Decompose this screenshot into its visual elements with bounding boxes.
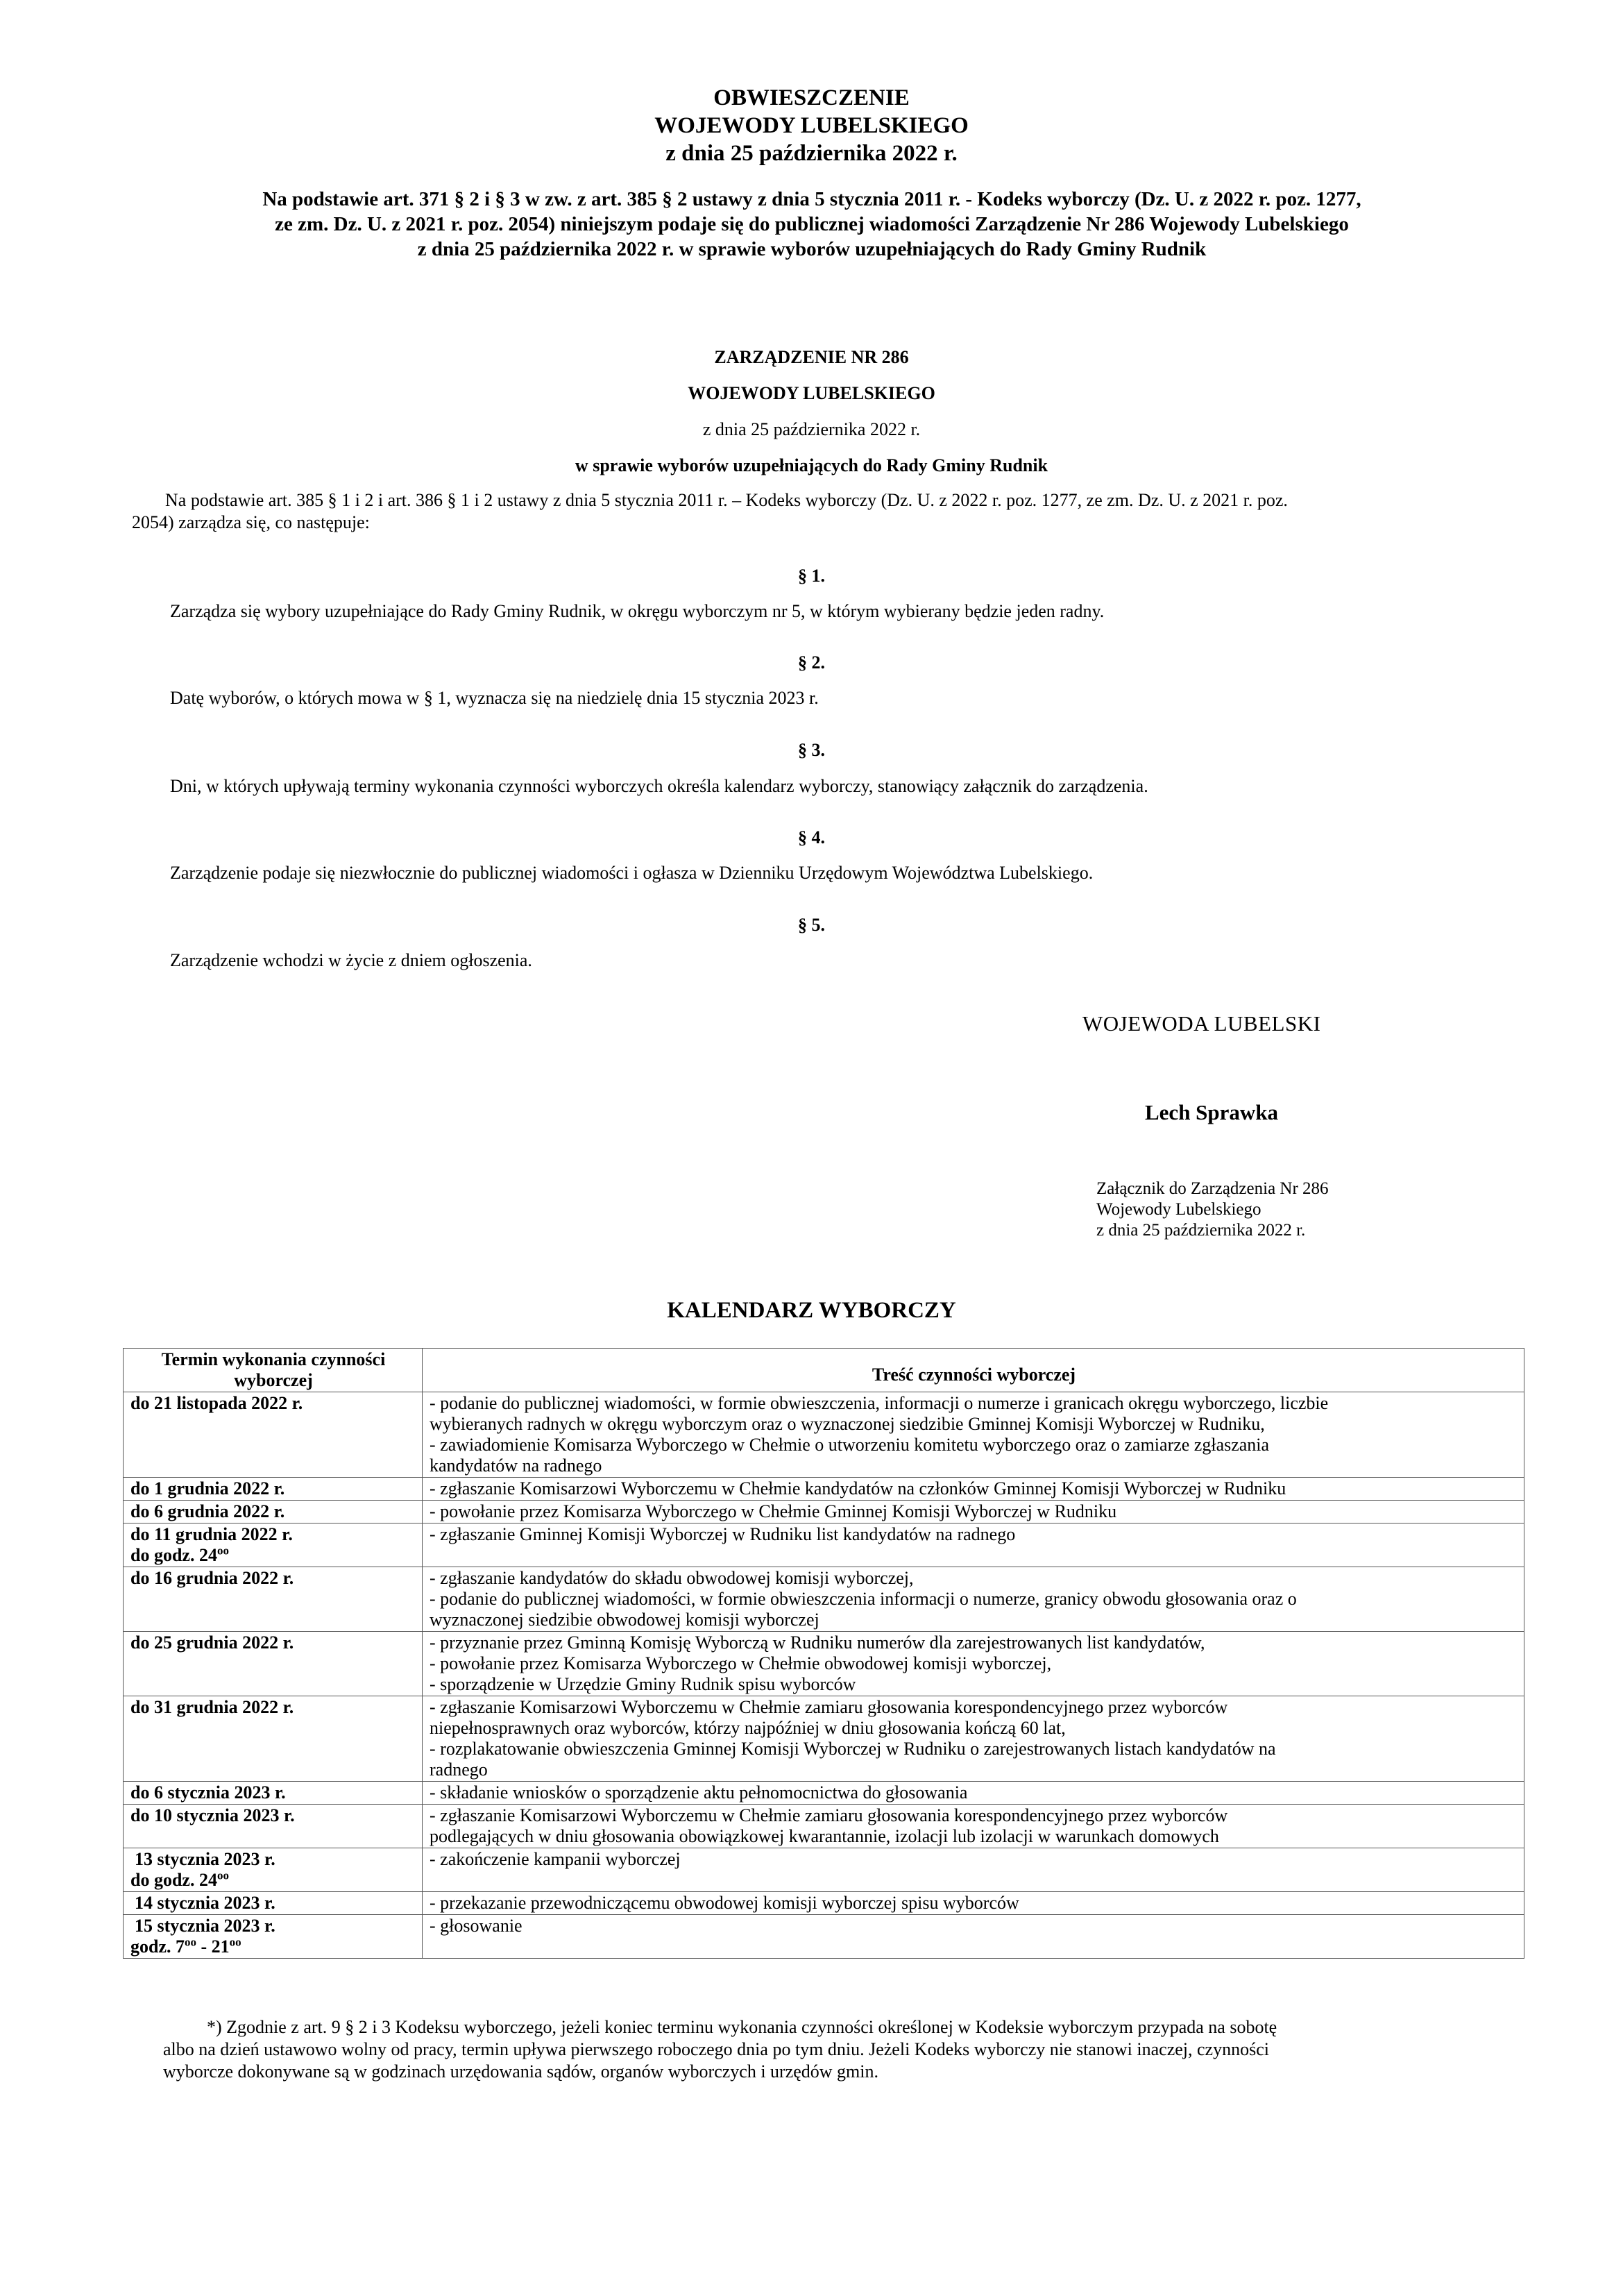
task-line: - zawiadomienie Komisarza Wyborczego w Chełmie o utworzeniu komitetu wyborczego oraz o zamiarze zgłaszania: [430, 1435, 1270, 1455]
term-cell: [124, 1915, 423, 1959]
table-row: [124, 1567, 1524, 1632]
task-line: - zgłaszanie Gminnej Komisji Wyborczej w Rudniku list kandydatów na radnego: [430, 1524, 1016, 1544]
table-row: [124, 1523, 1524, 1567]
table-row: [124, 1696, 1524, 1782]
task-line: - zakończenie kampanii wyborczej: [430, 1849, 681, 1869]
tasks-cell: [423, 1392, 1524, 1478]
term-text: do 16 grudnia 2022 r.: [130, 1568, 294, 1588]
table-row: [124, 1915, 1524, 1959]
task-line: - zgłaszanie kandydatów do składu obwodowej komisji wyborczej,: [430, 1568, 914, 1588]
task-line: podlegających w dniu głosowania obowiązkowej kwarantannie, izolacji lub izolacji w warunkach domowych: [430, 1826, 1219, 1846]
column-header-term-line-1: Termin wykonania czynności: [161, 1349, 386, 1369]
term-time: do godz. $24^{oo}$: [130, 1868, 229, 1890]
section-1-number: § 1.: [798, 566, 825, 586]
term-text: do 10 stycznia 2023 r.: [130, 1805, 295, 1825]
annex-line-3: z dnia 25 października 2022 r.: [1096, 1221, 1306, 1240]
term-cell: [124, 1696, 423, 1782]
term-text: do 25 grudnia 2022 r.: [130, 1632, 294, 1653]
section-2-number: § 2.: [798, 652, 825, 673]
table-row: [124, 1805, 1524, 1848]
term-text: do 1 grudnia 2022 r.: [130, 1478, 285, 1499]
table-row: [124, 1782, 1524, 1805]
term-cell: [124, 1805, 423, 1848]
term-text: do 6 grudnia 2022 r.: [130, 1501, 285, 1521]
task-line: - zgłaszanie Komisarzowi Wyborczemu w Chełmie zamiaru głosowania korespondencyjnego przez wyborców: [430, 1805, 1228, 1825]
table-row: [124, 1392, 1524, 1478]
ordinance-date: z dnia 25 października 2022 r.: [702, 419, 921, 439]
footnote-line-2: albo na dzień ustawowo wolny od pracy, termin upływa pierwszego roboczego dnia po tym dniu. Jeżeli Kodeks wyborczy nie stanowi inaczej, czynności: [163, 2039, 1269, 2059]
tasks-cell: [423, 1632, 1524, 1696]
task-line: - powołanie przez Komisarza Wyborczego w Chełmie Gminnej Komisji Wyborczej w Rudniku: [430, 1501, 1117, 1521]
task-line: wyznaczonej siedzibie obwodowej komisji wyborczej: [430, 1610, 819, 1630]
table-header-row: [124, 1349, 1524, 1392]
footnote-line-3: wyborcze dokonywane są w godzinach urzędowania sądów, organów wyborczych i urzędów gmin.: [163, 2061, 878, 2082]
table-row: [124, 1892, 1524, 1915]
term-cell: [124, 1632, 423, 1696]
tasks-cell: [423, 1848, 1524, 1892]
task-line: - podanie do publicznej wiadomości, w formie obwieszczenia informacji o numerze, granicy obwodu głosowania oraz o: [430, 1589, 1297, 1609]
section-5-text: Zarządzenie wchodzi w życie z dniem ogłoszenia.: [170, 950, 532, 970]
term-cell: [124, 1501, 423, 1523]
term-text: do 21 listopada 2022 r.: [130, 1393, 303, 1413]
term-text: do 31 grudnia 2022 r.: [130, 1697, 294, 1717]
term-text: 15 stycznia 2023 r.: [135, 1916, 275, 1936]
footnote-line-1: *) Zgodnie z art. 9 § 2 i 3 Kodeksu wyborczego, jeżeli koniec terminu wykonania czynności określonej w Kodeksie wyborczym przypada na sobotę: [207, 2017, 1277, 2037]
intro-line-3: z dnia 25 października 2022 r. w sprawie wyborów uzupełniających do Rady Gminy Rudnik: [417, 238, 1207, 260]
term-cell: [124, 1478, 423, 1501]
intro-line-1: Na podstawie art. 371 § 2 i § 3 w zw. z art. 385 § 2 ustawy z dnia 5 stycznia 2011 r. - Kodeks wyborczy (Dz. U. z 2022 r. poz. 1277,: [262, 188, 1361, 210]
tasks-cell: [423, 1567, 1524, 1632]
announcement-issuer: WOJEWODY LUBELSKIEGO: [654, 113, 969, 138]
task-line: - sporządzenie w Urzędzie Gminy Rudnik spisu wyborców: [430, 1674, 856, 1694]
section-3-number: § 3.: [798, 740, 825, 760]
signatory-office: WOJEWODA LUBELSKI: [1082, 1011, 1321, 1036]
task-line: - przekazanie przewodniczącemu obwodowej komisji wyborczej spisu wyborców: [430, 1893, 1019, 1913]
section-3-text: Dni, w których upływają terminy wykonania czynności wyborczych określa kalendarz wyborczy, stanowiący załącznik do zarządzenia.: [170, 776, 1148, 796]
task-line: kandydatów na radnego: [430, 1455, 602, 1476]
ordinance-basis-line-1: Na podstawie art. 385 § 1 i 2 i art. 386 § 1 i 2 ustawy z dnia 5 stycznia 2011 r. – Kodeks wyborczy (Dz. U. z 2022 r. poz. 1277, ze zm. Dz. U. z 2021 r. poz.: [165, 490, 1288, 510]
term-cell: [124, 1782, 423, 1805]
annex-line-1: Załącznik do Zarządzenia Nr 286: [1096, 1179, 1329, 1198]
table-row: [124, 1848, 1524, 1892]
calendar-table: [123, 1348, 1524, 1959]
tasks-cell: [423, 1478, 1524, 1501]
task-line: - przyznanie przez Gminną Komisję Wyborczą w Rudniku numerów dla zarejestrowanych list kandydatów,: [430, 1632, 1205, 1653]
term-cell: [124, 1523, 423, 1567]
intro-line-2: ze zm. Dz. U. z 2021 r. poz. 2054) niniejszym podaje się do publicznej wiadomości Zarządzenie Nr 286 Wojewody Lubelskiego: [275, 213, 1349, 235]
tasks-cell: [423, 1782, 1524, 1805]
tasks-cell: [423, 1892, 1524, 1915]
tasks-cell: [423, 1523, 1524, 1567]
table-row: [124, 1632, 1524, 1696]
signatory-name: Lech Sprawka: [1145, 1100, 1279, 1124]
task-line: radnego: [430, 1759, 488, 1780]
table-row: [124, 1478, 1524, 1501]
ordinance-subject: w sprawie wyborów uzupełniających do Rady Gminy Rudnik: [575, 455, 1048, 475]
term-text: 14 stycznia 2023 r.: [135, 1893, 275, 1913]
tasks-cell: [423, 1805, 1524, 1848]
section-2-text: Datę wyborów, o których mowa w § 1, wyznacza się na niedzielę dnia 15 stycznia 2023 r.: [170, 688, 819, 708]
task-line: - podanie do publicznej wiadomości, w formie obwieszczenia, informacji o numerze i granicach okręgu wyborczego, liczbie: [430, 1393, 1329, 1413]
section-4-number: § 4.: [798, 827, 825, 847]
term-time: do godz. $24^{oo}$: [130, 1544, 229, 1565]
tasks-cell: [423, 1501, 1524, 1523]
annex-line-2: Wojewody Lubelskiego: [1096, 1200, 1261, 1219]
section-5-number: § 5.: [798, 915, 825, 935]
term-time: godz. $7^{oo} - 21^{oo}$: [130, 1935, 241, 1957]
task-line: wybieranych radnych w okręgu wyborczym oraz o wyznaczonej siedzibie Gminnej Komisji Wyborczej w Rudniku,: [430, 1414, 1265, 1434]
tasks-cell: [423, 1696, 1524, 1782]
term-text: do 6 stycznia 2023 r.: [130, 1782, 286, 1803]
announcement-title: OBWIESZCZENIE: [713, 85, 910, 110]
tasks-cell: [423, 1915, 1524, 1959]
column-header-term-line-2: wyborczej: [234, 1370, 313, 1390]
task-line: - powołanie przez Komisarza Wyborczego w Chełmie obwodowej komisji wyborczej,: [430, 1653, 1052, 1673]
ordinance-basis-line-2: 2054) zarządza się, co następuje:: [132, 512, 370, 532]
term-text: 13 stycznia 2023 r.: [135, 1849, 275, 1869]
task-line: - składanie wniosków o sporządzenie aktu pełnomocnictwa do głosowania: [430, 1782, 968, 1803]
task-line: - zgłaszanie Komisarzowi Wyborczemu w Chełmie zamiaru głosowania korespondencyjnego przez wyborców: [430, 1697, 1228, 1717]
calendar-title: KALENDARZ WYBORCZY: [667, 1298, 956, 1323]
term-cell: [124, 1892, 423, 1915]
ordinance-title: ZARZĄDZENIE NR 286: [714, 347, 909, 367]
term-cell: [124, 1848, 423, 1892]
column-header-term: [124, 1349, 423, 1392]
section-1-text: Zarządza się wybory uzupełniające do Rady Gminy Rudnik, w okręgu wyborczym nr 5, w którym wybierany będzie jeden radny.: [170, 601, 1105, 621]
ordinance-issuer: WOJEWODY LUBELSKIEGO: [688, 383, 935, 403]
task-line: niepełnosprawnych oraz wyborców, którzy najpóźniej w dniu głosowania kończą 60 lat,: [430, 1718, 1066, 1738]
term-text: do 11 grudnia 2022 r.: [130, 1524, 293, 1544]
announcement-date: z dnia 25 października 2022 r.: [665, 141, 958, 166]
task-line: - rozplakatowanie obwieszczenia Gminnej Komisji Wyborczej w Rudniku o zarejestrowanych listach kandydatów na: [430, 1739, 1276, 1759]
term-cell: [124, 1392, 423, 1478]
term-cell: [124, 1567, 423, 1632]
table-row: [124, 1501, 1524, 1523]
task-line: - zgłaszanie Komisarzowi Wyborczemu w Chełmie kandydatów na członków Gminnej Komisji Wyborczej w Rudniku: [430, 1478, 1286, 1499]
task-line: - głosowanie: [430, 1916, 522, 1936]
column-header-content: Treść czynności wyborczej: [423, 1349, 1524, 1392]
section-4-text: Zarządzenie podaje się niezwłocznie do publicznej wiadomości i ogłasza w Dzienniku Urzędowym Województwa Lubelskiego.: [170, 863, 1094, 883]
